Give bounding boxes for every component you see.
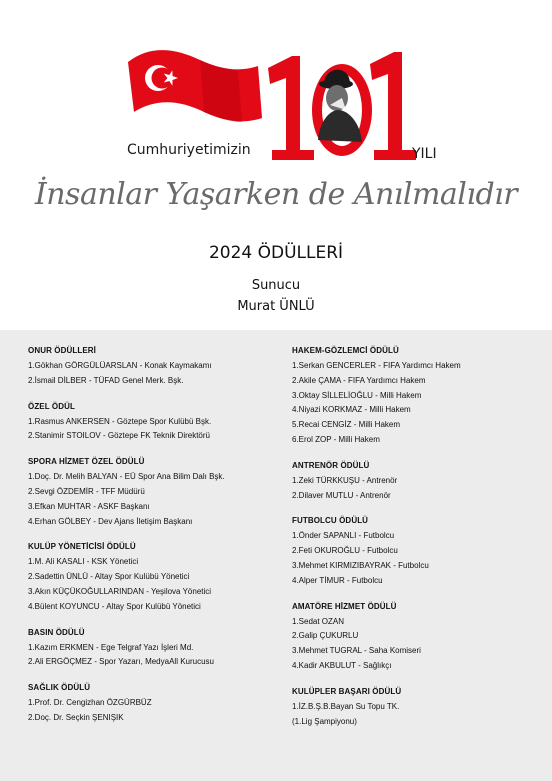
award-recipient: 2.Feti OKUROĞLU - Futbolcu [292, 546, 398, 556]
award-recipient: 1.Önder SAPANLI - Futbolcu [292, 531, 395, 541]
award-recipient: 3.Oktay SİLLELİOĞLU - Milli Hakem [292, 390, 422, 400]
award-recipient: 4.Niyazi KORKMAZ - Milli Hakem [292, 405, 411, 415]
award-recipient: 2.Akile ÇAMA - FIFA Yardımcı Hakem [292, 375, 426, 385]
award-recipient: 1.Gökhan GÖRGÜLÜARSLAN - Konak Kaymakamı [28, 361, 212, 370]
award-recipient: 3.Akın KÜÇÜKOĞULLARINDAN - Yeşilova Yönetici [28, 586, 212, 596]
award-section-title: KULÜP YÖNETİCİSİ ÖDÜLÜ [28, 542, 136, 552]
host-name: Murat ÜNLÜ [237, 299, 315, 314]
host-label: Sunucu [251, 278, 301, 293]
award-section [28, 683, 278, 726]
award-section-title: SPORA HİZMET ÖZEL ÖDÜLÜ [28, 457, 145, 467]
award-recipient: 2.Stanimir STOILOV - Göztepe FK Teknik Direktörü [28, 431, 210, 441]
award-recipient: 3.Mehmet TUGRAL - Saha Komiseri [292, 646, 421, 656]
award-recipient: 2.İsmail DİLBER - TÜFAD Genel Merk. Bşk. [28, 375, 184, 385]
award-recipient: 1.Prof. Dr. Cengizhan ÖZGÜRBÜZ [28, 698, 152, 708]
award-recipient: 1.Serkan GENCERLER - FIFA Yardımcı Hakem [292, 361, 461, 370]
awards-left-column [28, 346, 278, 739]
republic-101-logo [0, 0, 552, 180]
award-recipient: 4.Bülent KOYUNCU - Altay Spor Kulübü Yönetici [28, 601, 201, 611]
award-section [292, 602, 542, 674]
slogan: İnsanlar Yaşarken de Anılmalıdır [34, 177, 518, 212]
header-area [0, 0, 552, 330]
awards-right-column [292, 346, 542, 742]
award-recipient: 2.Dilaver MUTLU - Antrenör [292, 490, 391, 500]
award-recipient: 1.İZ.B.Ş.B.Bayan Su Topu TK. [292, 701, 400, 711]
award-section-title: SAĞLIK ÖDÜLÜ [28, 683, 91, 693]
award-section-title: KULÜPLER BAŞARI ÖDÜLÜ [292, 686, 402, 696]
header-right-text: YILI [412, 146, 437, 162]
award-recipient: 2.Sevgi ÖZDEMİR - TFF Müdürü [28, 486, 145, 496]
award-recipient: 6.Erol ZOP - Milli Hakem [292, 434, 380, 444]
award-recipient: 4.Kadir AKBULUT - Sağlıkçı [292, 660, 392, 670]
award-section-title: ONUR ÖDÜLLERİ [28, 346, 96, 355]
award-recipient: 4.Alper TİMUR - Futbolcu [292, 575, 383, 585]
award-recipient: 2.Ali ERGÖÇMEZ - Spor Yazarı, MedyaAll Kurucusu [28, 657, 214, 667]
awards-panel [0, 330, 552, 781]
award-section [28, 346, 278, 389]
award-recipient: 4.Erhan GÖLBEY - Dev Ajans İletişim Başkanı [28, 516, 193, 526]
award-recipient: 1.Sedat OZAN [292, 616, 345, 626]
turkish-flag-icon [128, 50, 262, 122]
award-section [292, 461, 542, 504]
award-section [28, 457, 278, 529]
award-section [292, 687, 542, 730]
award-recipient: 1.Zeki TÜRKKUŞU - Antrenör [292, 475, 398, 485]
award-recipient: (1.Lig Şampiyonu) [292, 716, 357, 726]
award-section [28, 542, 278, 614]
award-section-title: FUTBOLCU ÖDÜLÜ [292, 516, 369, 526]
award-recipient: 1.Rasmus ANKERSEN - Göztepe Spor Kulübü Bşk. [28, 416, 212, 426]
portrait-icon [312, 64, 372, 156]
award-section [28, 628, 278, 671]
award-recipient: 1.Kazım ERKMEN - Ege Telgraf Yazı İşleri Md. [28, 642, 194, 652]
award-recipient: 3.Efkan MUHTAR - ASKF Başkanı [28, 501, 150, 511]
award-section-title: BASIN ÖDÜLÜ [28, 627, 85, 637]
award-recipient: 2.Doç. Dr. Seçkin ŞENIŞIK [28, 712, 124, 722]
award-section-title: AMATÖRE HİZMET ÖDÜLÜ [292, 601, 397, 611]
award-section [28, 402, 278, 445]
award-recipient: 1.Doç. Dr. Melih BALYAN - EÜ Spor Ana Bilim Dalı Bşk. [28, 472, 225, 482]
award-section-title: ÖZEL ÖDÜL [28, 401, 75, 411]
page-title: 2024 ÖDÜLLERİ [208, 243, 344, 263]
award-section-title: HAKEM-GÖZLEMCİ ÖDÜLÜ [292, 346, 399, 355]
award-recipient: 2.Sadettin ÜNLÜ - Altay Spor Kulübü Yönetici [28, 572, 190, 582]
award-recipient: 5.Recai CENGİZ - Milli Hakem [292, 420, 401, 430]
award-recipient: 1.M. Ali KASALI - KSK Yönetici [28, 557, 139, 567]
header-left-text: Cumhuriyetimizin [127, 142, 251, 158]
award-section-title: ANTRENÖR ÖDÜLÜ [292, 460, 370, 470]
award-recipient: 3.Mehmet KIRMIZIBAYRAK - Futbolcu [292, 560, 429, 570]
award-section [292, 516, 542, 588]
award-recipient: 2.Galip ÇUKURLU [292, 631, 359, 641]
award-section [292, 346, 542, 448]
